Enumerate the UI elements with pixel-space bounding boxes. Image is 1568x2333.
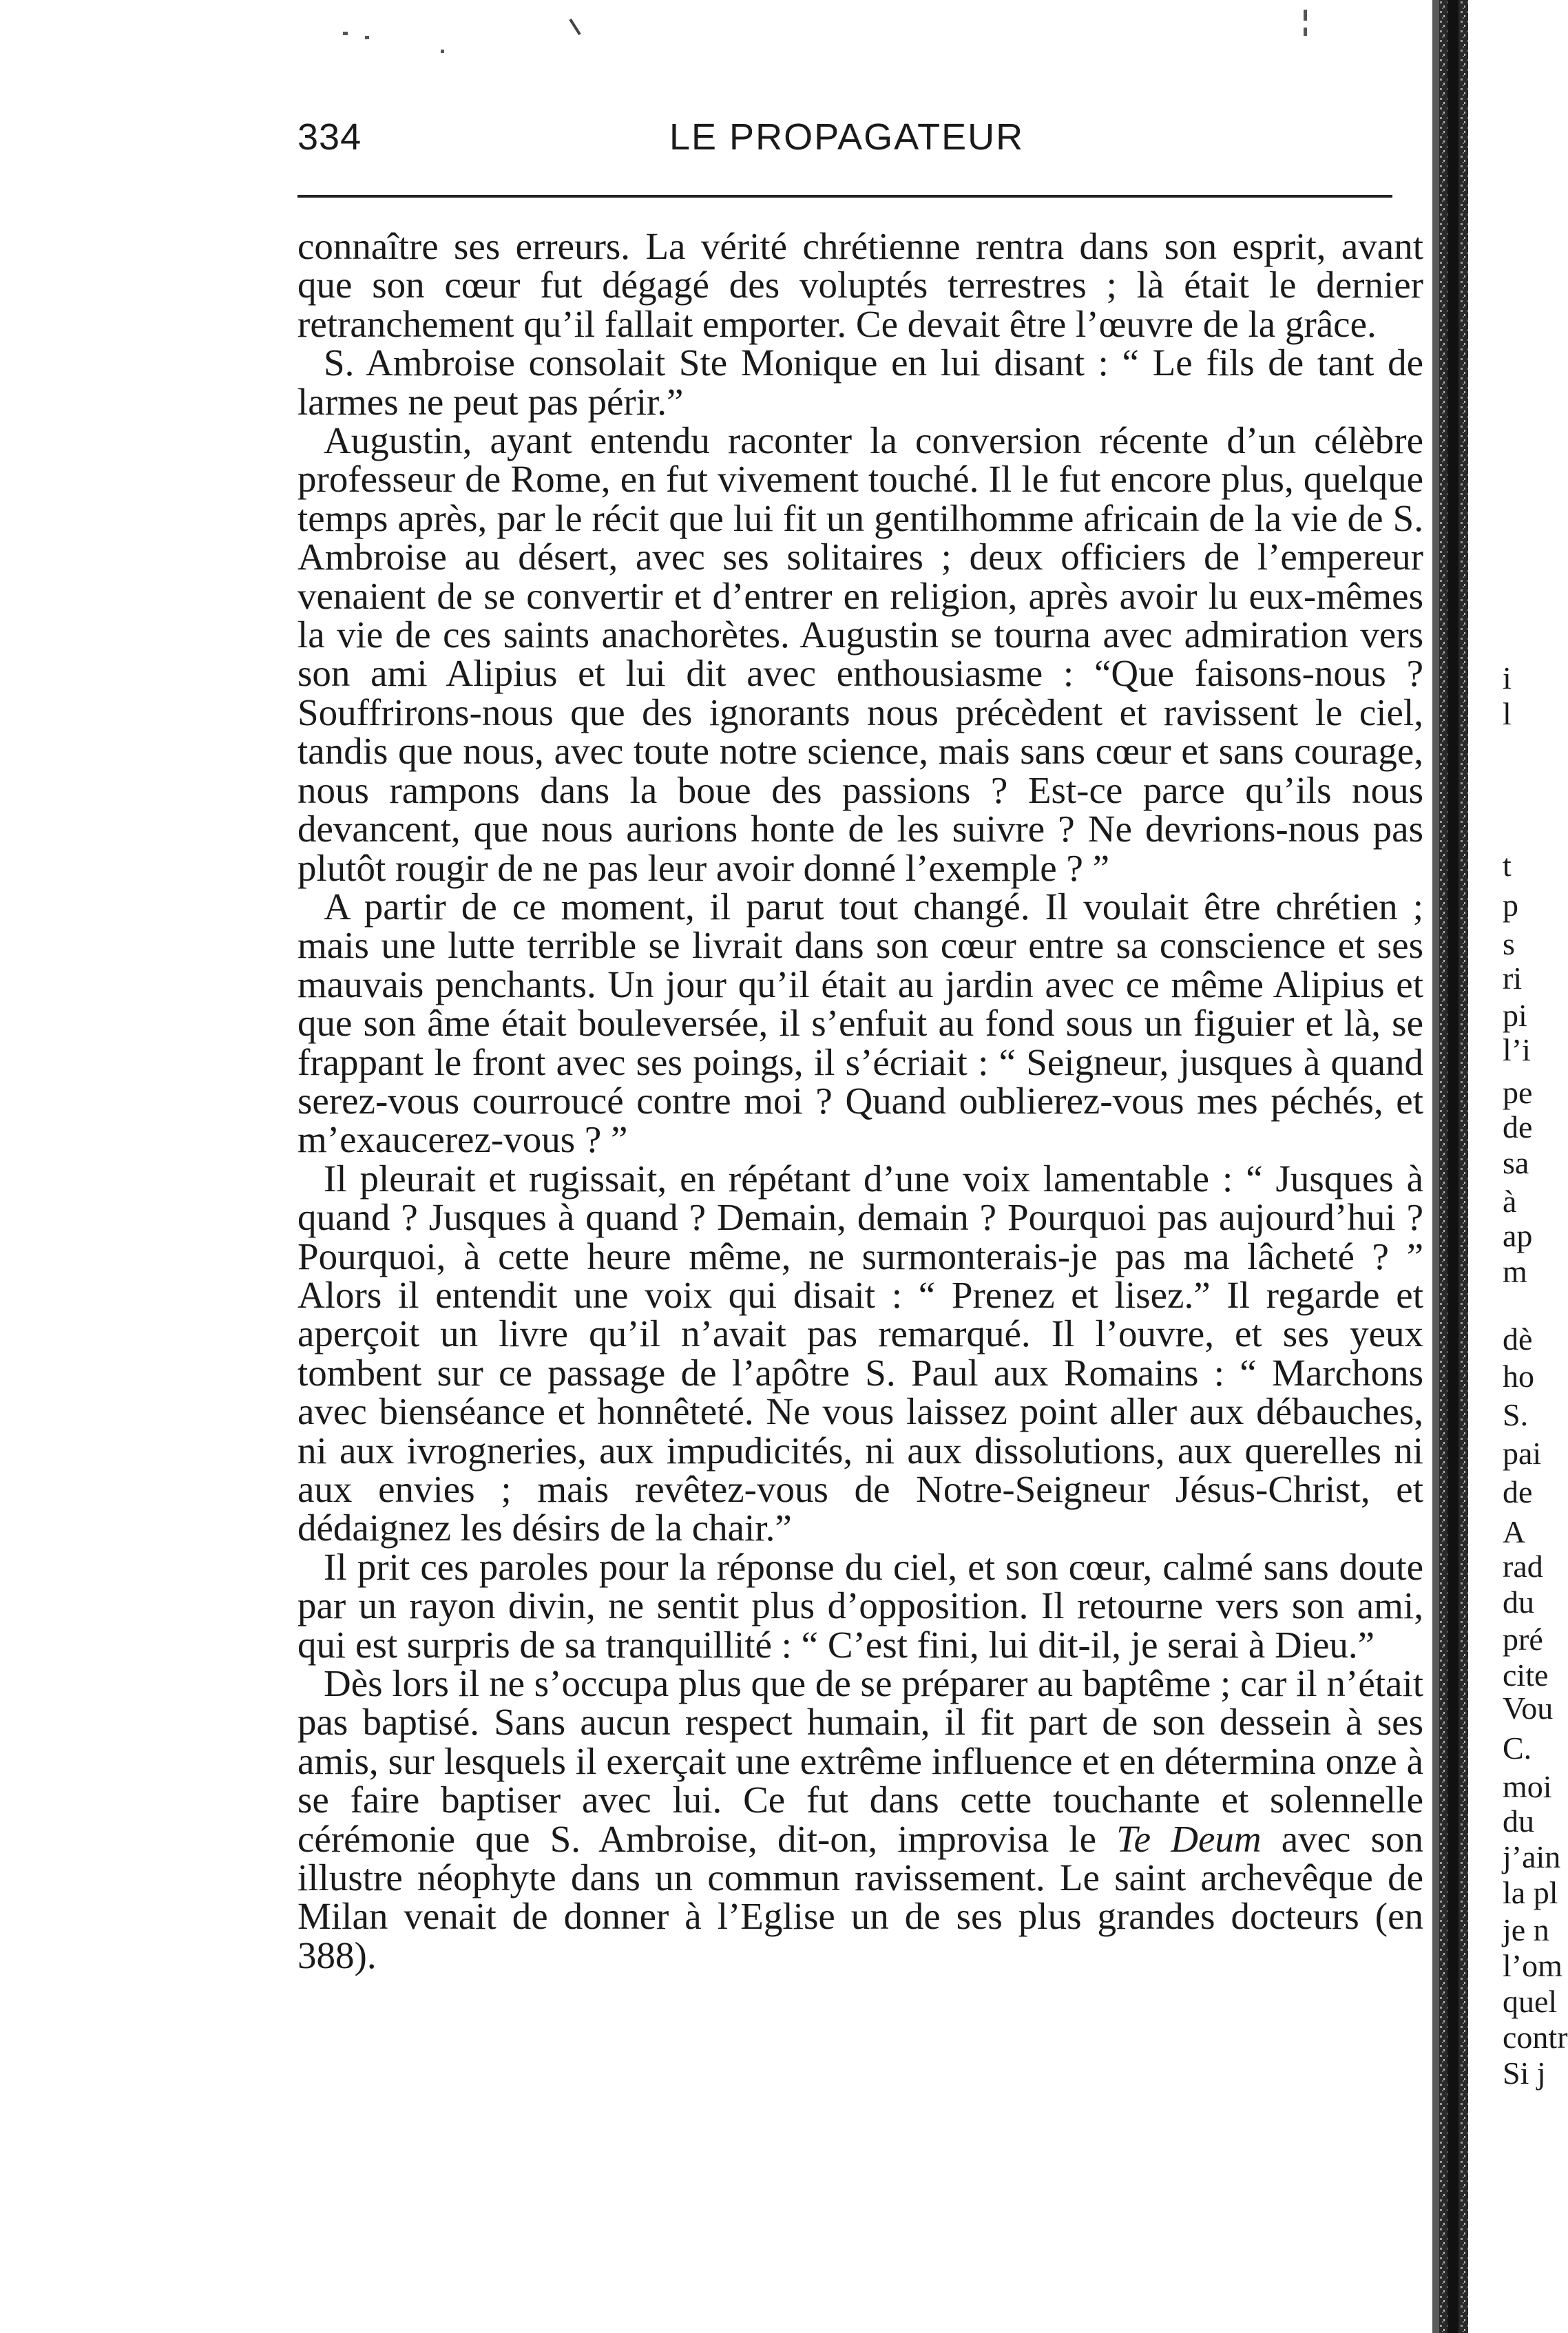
header-rule [297, 195, 1392, 198]
margin-fragment: p [1503, 888, 1518, 923]
page-header [297, 103, 1413, 165]
article-body [297, 227, 1423, 1975]
margin-fragment: l’i [1503, 1032, 1531, 1067]
paragraph: Augustin, ayant entendu raconter la conversion récente d’un célèbre professeur de Rome, en fut vivement touché. Il le fut encore plus, quelque temps après, par le récit que lui fit un gentilhomme africain de la vie de S. Ambroise au désert, avec ses solitaires ; deux officiers de l’empereur venaient de se convertir et d’entrer en religion, après avoir lu eux-mêmes la vie de ces saints anachorètes. Augustin se tourna avec admiration vers son ami Alipius et lui dit avec enthousiasme : “Que faisons-nous ? Souffrirons-nous que des ignorants nous précèdent et ravissent le ciel, tandis que nous, avec toute notre science, mais sans cœur et sans courage, nous rampons dans la boue des passions ? Est-ce parce qu’ils nous devancent, que nous aurions honte de les suivre ? Ne devrions-nous pas plutôt rougir de ne pas leur avoir donné l’exemple ? ” [297, 419, 1423, 889]
speck [365, 36, 369, 39]
margin-fragment: m [1503, 1254, 1527, 1289]
margin-fragment: sa [1503, 1145, 1529, 1180]
margin-fragment: quel [1503, 1984, 1558, 2019]
italic-title: Te Deum [1116, 1817, 1262, 1860]
margin-fragment: du [1503, 1803, 1534, 1839]
margin-fragment: moi [1503, 1769, 1552, 1804]
margin-fragment: pe [1503, 1075, 1533, 1110]
margin-fragment: pai [1503, 1436, 1542, 1471]
paragraph: S. Ambroise consolait Ste Monique en lui disant : “ Le fils de tant de larmes ne peut pas périr.” [297, 342, 1423, 423]
margin-fragment: Si j [1503, 2055, 1546, 2091]
margin-fragment: ri [1503, 961, 1523, 996]
speck [570, 19, 580, 34]
margin-fragment: l [1503, 696, 1512, 731]
margin-fragment: contr [1503, 2020, 1568, 2055]
paragraph [297, 1664, 1423, 1975]
speck [1304, 10, 1307, 21]
speck [1304, 28, 1307, 36]
margin-fragment: A [1503, 1514, 1526, 1549]
margin-fragment: C. [1503, 1730, 1532, 1766]
margin-fragment: ap [1503, 1218, 1533, 1253]
margin-fragment: à [1503, 1184, 1517, 1219]
margin-fragment: de [1503, 1474, 1533, 1509]
speck [441, 50, 444, 53]
paragraph: Il prit ces paroles pour la réponse du ciel, et son cœur, calmé sans doute par un rayon divin, ne sentit plus d’opposition. Il retourne vers son ami, qui est surpris de sa tranquillité : “ C’est fini, lui dit-il, je serai à Dieu.” [297, 1545, 1423, 1666]
running-title: LE PROPAGATEUR [669, 116, 1025, 158]
paragraph: Il pleurait et rugissait, en répétant d’une voix lamentable : “ Jusques à quand ? Jusques à quand ? Demain, demain ? Pourquoi pas aujourd’hui ? Pourquoi, à cette heure même, ne surmonterais-je pas ma lâcheté ? ” Alors il entendit une voix qui disait : “ Prenez et lisez.” Il regarde et aperçoit un livre qu’il n’avait pas remarqué. Il l’ouvre, et ses yeux tombent sur ce passage de l’apôtre S. Paul aux Romains : “ Marchons avec bienséance et honnêteté. Ne vous laissez point aller aux débauches, ni aux ivrogneries, aux impudicités, ni aux dissolutions, aux querelles ni aux envies ; mais revêtez-vous de Notre-Seigneur Jésus-Christ, et dédaignez les désirs de la chair.” [297, 1157, 1423, 1549]
margin-fragment: de [1503, 1109, 1533, 1144]
margin-fragment: du [1503, 1584, 1534, 1620]
margin-fragment: rad [1503, 1549, 1543, 1584]
margin-fragment: ho [1503, 1359, 1534, 1394]
margin-fragment: pré [1503, 1622, 1543, 1657]
text-run: Dès lors il ne s’occupa plus que de se préparer au baptême ; car il n’était pas baptisé. Sans aucun respect humain, il fit part de son dessein à ses amis, sur lesquels il exerçait une extrême influence et en détermina onze à se faire baptiser avec lui. Ce fut dans cette touchante et solennelle cérémonie que S. Ambroise, dit-on, improvisa le [297, 1662, 1423, 1860]
text-run: avec son illustre néophyte dans un commun ravissement. Le saint archevêque de Milan venait de donner à l’Eglise un de ses plus grandes docteurs (en 388). [297, 1817, 1423, 1976]
speck [343, 32, 348, 35]
margin-fragment: je n [1503, 1912, 1549, 1947]
margin-fragment: cite [1503, 1657, 1549, 1693]
margin-fragment: dè [1503, 1321, 1533, 1357]
margin-fragment: l’om [1503, 1948, 1562, 1983]
margin-fragment: S. [1503, 1397, 1529, 1432]
margin-fragment: s [1503, 926, 1515, 961]
margin-fragment: la pl [1503, 1875, 1558, 1910]
margin-fragment: i [1503, 660, 1512, 695]
paragraph: connaître ses erreurs. La vérité chrétienne rentra dans son esprit, avant que son cœur fut dégagé des voluptés terrestres ; là était le dernier retranchement qu’il fallait emporter. Ce devait être l’œuvre de la grâce. [297, 225, 1423, 345]
margin-fragment: t [1503, 848, 1512, 883]
adjacent-page-margin [1503, 0, 1568, 2333]
margin-fragment: j’ain [1503, 1839, 1561, 1874]
margin-fragment: Vou [1503, 1691, 1554, 1726]
margin-fragment: pi [1503, 998, 1527, 1033]
page-number: 334 [297, 116, 362, 158]
paragraph: A partir de ce moment, il parut tout changé. Il voulait être chrétien ; mais une lutte terrible se livrait dans son cœur entre sa conscience et ses mauvais penchants. Un jour qu’il était au jardin avec ce même Alipius et que son âme était bouleversée, il s’enfuit au fond sous un figuier et là, se frappant le front avec ses poings, il s’écriait : “ Seigneur, jusques à quand serez-vous courroucé contre moi ? Quand oublierez-vous mes péchés, et m’exaucerez-vous ? ” [297, 885, 1423, 1161]
